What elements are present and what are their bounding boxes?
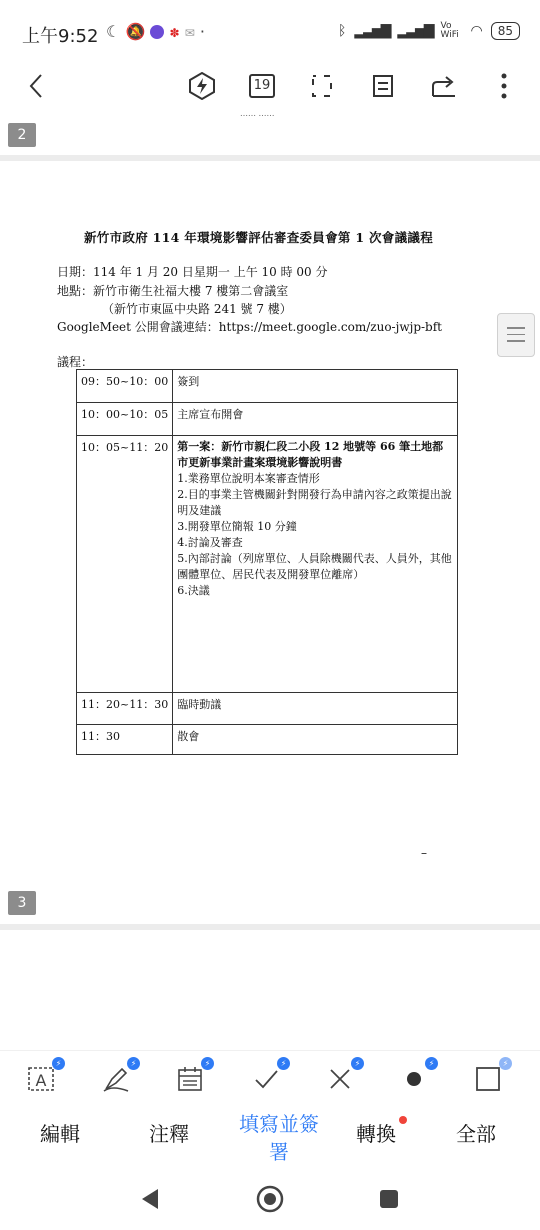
- tab-annotate[interactable]: 注釋: [149, 1122, 189, 1146]
- case-item: 3.開發單位簡報 10 分鐘: [177, 520, 297, 533]
- signal-icon: ▂▃▅▇: [354, 23, 390, 39]
- signature-icon: [102, 1065, 130, 1093]
- checkmark-tool[interactable]: [250, 1059, 287, 1095]
- agenda-item: 主席宣布開會: [173, 403, 458, 436]
- tab-all[interactable]: 全部: [456, 1122, 496, 1146]
- wifi-icon: ◠: [470, 23, 483, 39]
- bolt-badge-icon: ⚡: [499, 1057, 512, 1070]
- system-nav-bar: [0, 1170, 540, 1230]
- bolt-badge-icon: ⚡: [425, 1057, 438, 1070]
- dot-tool[interactable]: [398, 1059, 435, 1095]
- back-button[interactable]: [18, 68, 54, 104]
- back-arrow-icon: [28, 73, 44, 99]
- meeting-place: 地點：新竹市衛生社福大樓 7 樓第二會議室: [57, 284, 289, 298]
- agenda-time: 10：00~10：05: [77, 403, 173, 436]
- page-count-icon: 19: [249, 74, 275, 98]
- status-system-icons: [338, 22, 520, 40]
- square-icon: [475, 1066, 501, 1092]
- table-row: [77, 403, 458, 436]
- meeting-date: 日期：114 年 1 月 20 日星期一 上午 10 時 00 分: [57, 265, 328, 279]
- agenda-time: 09：50~10：00: [77, 370, 173, 403]
- date-icon: [177, 1066, 203, 1092]
- bolt-badge-icon: ⚡: [52, 1057, 65, 1070]
- agenda-table: [76, 369, 458, 755]
- vowifi-label: Vo WiFi: [440, 21, 459, 40]
- share-button[interactable]: [426, 68, 462, 104]
- cross-icon: [328, 1067, 352, 1091]
- nav-recents-icon: [379, 1189, 399, 1209]
- share-icon: [430, 74, 458, 98]
- handle-lines-icon: [507, 327, 525, 347]
- page-label-3: 3: [8, 891, 36, 915]
- page-view-icon: [372, 74, 394, 98]
- square-tool[interactable]: [472, 1059, 509, 1095]
- more-button[interactable]: [486, 68, 522, 104]
- ai-button[interactable]: [184, 68, 220, 104]
- page-view-button[interactable]: [365, 68, 401, 104]
- bolt-badge-icon: ⚡: [201, 1057, 214, 1070]
- bolt-badge-icon: ⚡: [351, 1057, 364, 1070]
- case-item: 1.業務單位說明本案審查情形: [177, 472, 320, 485]
- fill-sign-tools: [0, 1050, 540, 1107]
- meeting-address: （新竹市東區中央路 241 號 7 樓）: [102, 302, 292, 316]
- case-title: 第一案：新竹市親仁段二小段 12 地號等 66 筆土地都市更新事業計畫案環境影響說明書: [177, 440, 444, 469]
- battery-icon: 85: [491, 22, 520, 40]
- agenda-item: 簽到: [173, 370, 458, 403]
- case-item: 6.決議: [177, 584, 210, 597]
- bolt-badge-icon: ⚡: [277, 1057, 290, 1070]
- case-item: 2.目的事業主管機關針對開發行為申請內容之政策提出說明及建議: [177, 488, 452, 517]
- bolt-badge-icon: ⚡: [127, 1057, 140, 1070]
- app-notification-icon-2: ✽: [169, 26, 180, 40]
- previous-page-fragment: …… ……: [240, 109, 275, 118]
- nav-home-button[interactable]: [255, 1184, 285, 1214]
- fullscreen-button[interactable]: [304, 68, 340, 104]
- tab-edit[interactable]: 編輯: [40, 1122, 80, 1146]
- mute-bell-icon: 🔕: [125, 22, 146, 41]
- signature-tool[interactable]: [100, 1059, 137, 1095]
- date-tool[interactable]: [174, 1059, 211, 1095]
- viewer-toolbar: [0, 62, 540, 109]
- case-item: 4.討論及審查: [177, 536, 243, 549]
- document-title: 新竹市政府 114 年環境影響評估審查委員會第 1 次會議議程: [84, 230, 433, 245]
- agenda-time: 11：30: [77, 725, 173, 755]
- meeting-link: GoogleMeet 公開會議連結：https://meet.google.com/zuo-jwjp-bft: [57, 320, 443, 334]
- agenda-time: 11：20~11：30: [77, 693, 173, 725]
- fullscreen-icon: [311, 74, 333, 98]
- scroll-handle[interactable]: [497, 313, 535, 357]
- dot-icon: [405, 1070, 423, 1088]
- cross-tool[interactable]: [324, 1059, 361, 1095]
- nav-back-icon: [140, 1188, 160, 1210]
- tab-fill-sign[interactable]: 填寫並簽署: [239, 1112, 319, 1164]
- agenda-label: 議程：: [57, 355, 94, 369]
- checkmark-icon: [253, 1066, 279, 1092]
- nav-back-button[interactable]: [135, 1184, 165, 1214]
- nav-recents-button[interactable]: [374, 1184, 404, 1214]
- case-item: 5.內部討論（列席單位、人員除機關代表、人員外，其他團體單位、居民代表及開發單位離席）: [177, 552, 452, 581]
- bluetooth-icon: ᛒ: [337, 23, 347, 39]
- status-time: 上午9:52: [22, 26, 99, 47]
- status-notification-icons: [106, 22, 205, 41]
- page-label-2: 2: [8, 123, 36, 147]
- table-row: [77, 436, 458, 693]
- page-separator: [0, 924, 540, 930]
- tab-convert[interactable]: 轉換: [356, 1122, 396, 1146]
- app-notification-icon: [150, 25, 164, 39]
- agenda-time: 10：05~11：20: [77, 436, 173, 693]
- text-box-tool[interactable]: [25, 1059, 62, 1095]
- table-row: [77, 370, 458, 403]
- moon-icon: ☾: [106, 22, 121, 41]
- app-notification-icon-3: ✉: [184, 26, 195, 40]
- bottom-tab-bar: [0, 1106, 540, 1170]
- nav-home-icon: [256, 1185, 284, 1213]
- page-count-button[interactable]: [244, 68, 280, 104]
- table-row: [77, 725, 458, 755]
- status-bar: [0, 0, 540, 64]
- agenda-item: 臨時動議: [173, 693, 458, 725]
- more-icon: [501, 73, 507, 99]
- signal-icon-2: ▂▃▅▇: [397, 23, 433, 39]
- text-box-icon: [27, 1065, 55, 1093]
- agenda-item: 散會: [173, 725, 458, 755]
- page-footer-mark: –: [421, 846, 427, 860]
- more-notifications-icon: ·: [199, 22, 205, 41]
- new-badge: [399, 1116, 407, 1124]
- ai-bolt-icon: [188, 72, 216, 100]
- table-row: [77, 693, 458, 725]
- agenda-case-cell: [173, 436, 458, 693]
- svg-text:A: A: [35, 1071, 47, 1090]
